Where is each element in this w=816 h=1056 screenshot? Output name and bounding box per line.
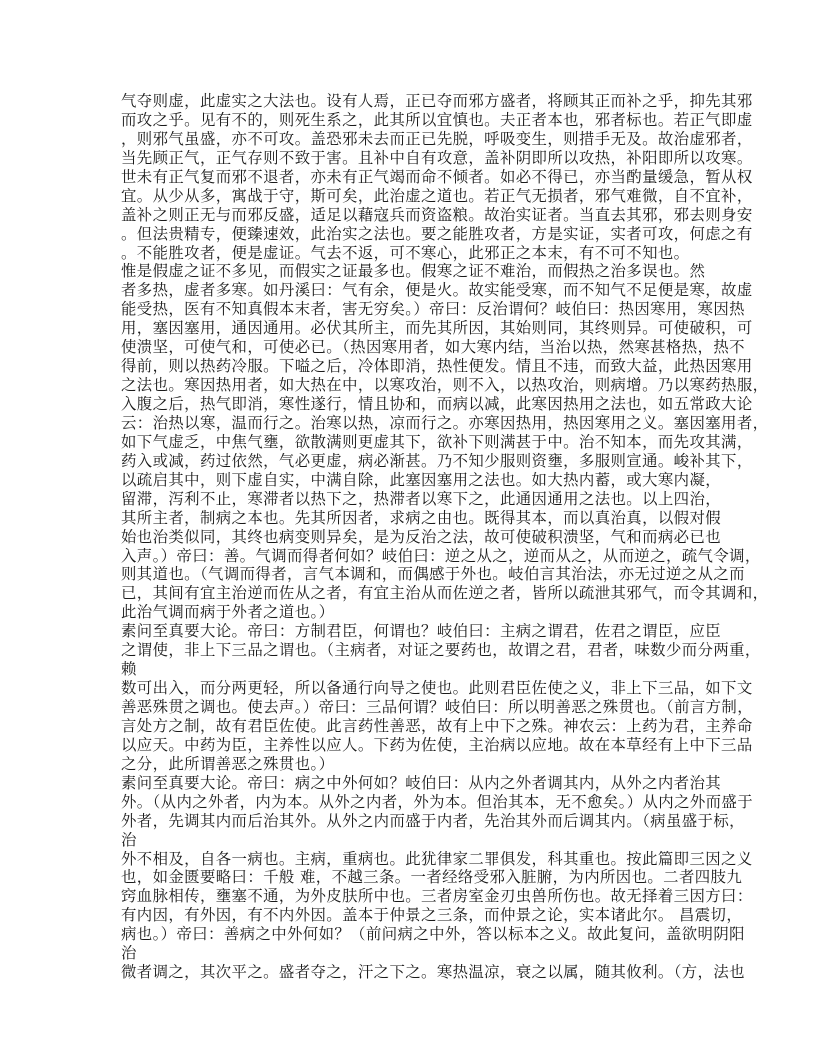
text-line: 病也。）帝曰：善病之中外何如？（前问病之中外，答以标本之义。故此复问，盖欲明阴阳	[121, 925, 745, 944]
document-page	[121, 92, 769, 982]
text-line: 盖补之则正无与而邪反盛，适足以藉寇兵而资盗粮。故治实证者。当直去其邪，邪去则身安	[121, 205, 753, 224]
text-line: 治	[121, 944, 137, 963]
text-line: 惟是假虚之证不多见，而假实之证最多也。假寒之证不难治，而假热之治多误也。然	[121, 262, 706, 281]
text-line: 有内因，有外因，有不内外因。盖本于仲景之三条，而仲景之论，实本诸此尔。 昌震切，	[121, 906, 743, 925]
text-line: 已，其间有宜主治逆而佐从之者，有宜主治从而佐逆之者，皆所以疏泄其邪气，而令其调和，	[121, 584, 769, 603]
text-line: 得前，则以热药冷服。下嗌之后，冷体即消，热性便发。情且不违，而致大益，此热因寒用	[121, 357, 753, 376]
text-line: 则其道也。（气调而得者，言气本调和，而偶感于外也。岐伯言其治法，亦无过逆之从之而	[121, 565, 745, 584]
text-line: 赖	[121, 660, 137, 679]
text-line: 治	[121, 830, 137, 849]
text-line: 外不相及，自各一病也。主病，重病也。此犹律家二罪俱发，科其重也。按此篇即三因之义	[121, 849, 753, 868]
text-line: 之法也。寒因热用者，如大热在中，以寒攻治，则不入，以热攻治，则病增。乃以寒药热服，	[121, 376, 769, 395]
text-line: 而攻之乎。见有不的，则死生系之，此其所以宜慎也。夫正者本也，邪者标也。若正气即虚	[121, 110, 753, 129]
text-line: 入声。）帝曰：善。气调而得者何如？岐伯曰：逆之从之，逆而从之，从而逆之，疏气令调，	[121, 546, 761, 565]
text-line: 其所主者，制病之本也。先其所因者，求病之由也。既得其本，而以真治真，以假对假	[121, 508, 722, 527]
text-line: 世未有正气复而邪不退者，亦未有正气竭而命不倾者。如必不得已，亦当酌量缓急，暂从权	[121, 167, 753, 186]
text-line: 数可出入，而分两更轻，所以备通行向导之使也。此则君臣佐使之义，非上下三品，如下文	[121, 679, 753, 698]
text-line: 此治气调而病于外者之道也。）	[121, 603, 335, 622]
text-line: 能受热，医有不知真假本末者，害无穷矣。）帝曰：反治谓何？岐伯曰：热因寒用，寒因热	[121, 300, 745, 319]
text-line: 宜。从少从多，寓战于守，斯可矣，此治虚之道也。若正气无损者，邪气难微，自不宜补，	[121, 186, 753, 205]
text-line: 使溃坚，可使气和，可使必已。（热因寒用者，如大寒内结，当治以热，然寒甚格热，热不	[121, 338, 745, 357]
text-line: 外者，先调其内而后治其外。从外之内而盛于内者，先治其外而后调其内。（病虽盛于标，	[121, 811, 745, 830]
text-line: 药入或减，药过依然，气必更虚，病必渐甚。乃不知少服则资壅，多服则宣通。峻补其下，	[121, 451, 753, 470]
text-line: ，则邪气虽盛，亦不可攻。盖恐邪未去而正已先脱，呼吸变生，则措手无及。故治虚邪者，	[121, 129, 753, 148]
text-line: 。但法贵精专，便臻速效，此治实之法也。要之能胜攻者，方是实证，实者可攻，何虑之有	[121, 224, 753, 243]
text-line: 。不能胜攻者，便是虚证。气去不返，可不寒心，此邪正之本末，有不可不知也。	[121, 243, 690, 262]
text-line: 云：治热以寒，温而行之。治寒以热，凉而行之。亦寒因热用，热因寒用之义。塞因塞用者，	[121, 413, 769, 432]
text-line: 善恶殊贯之调也。使去声。）帝曰：三品何谓？岐伯曰：所以明善恶之殊贯也。（前言方制，	[121, 698, 754, 716]
text-line: 者多热，虚者多寒。如丹溪曰：气有余，便是火。故实能受寒，而不知气不足便是寒，故虚	[121, 281, 753, 300]
text-line: 之谓使，非上下三品之谓也。（主病者，对证之要药也，故谓之君，君者，味数少而分两重，	[121, 641, 761, 660]
text-line: 微者调之，其次平之。盛者夺之，汗之下之。寒热温凉，衰之以属，随其攸利。（方，法也	[121, 963, 745, 982]
text-line: 如下气虚乏，中焦气壅，欲散满则更虚其下，欲补下则满甚于中。治不知本，而先攻其满，	[121, 432, 753, 451]
text-line: 言处方之制，故有君臣佐使。此言药性善恶，故有上中下之殊。神农云：上药为君，主养命	[121, 716, 753, 735]
text-line: 当先顾正气，正气存则不致于害。且补中自有攻意，盖补阴即所以攻热，补阳即所以攻寒。	[121, 148, 753, 167]
text-line: 气夺则虚，此虚实之大法也。设有人焉，正已夺而邪方盛者，将顾其正而补之乎，抑先其邪	[121, 92, 753, 110]
text-line: 入腹之后，热气即消，寒性遂行，情且协和，而病以减，此寒因热用之法也，如五常政大论	[121, 395, 753, 413]
text-line: 素问至真要大论。帝曰：病之中外何如？岐伯曰：从内之外者调其内，从外之内者治其	[121, 773, 722, 792]
text-line: 也，如金匮要略曰：千般 难，不越三条。一者经络受邪入脏腑，为内所因也。二者四肢九	[121, 868, 743, 887]
text-line: 以疏启其中，则下虚自实，中满自除，此塞因塞用之法也。如大热内蓄，或大寒内凝，	[121, 470, 722, 489]
text-line: 留滞，泻利不止，寒滞者以热下之，热滞者以寒下之，此通因通用之法也。以上四治，	[121, 489, 722, 508]
text-line: 始也治类似同，其终也病变则异矣，是为反治之法，故可使破积溃坚，气和而病必已也	[121, 527, 722, 546]
text-line: 外。（从内之外者，内为本。从外之内者，外为本。但治其本，无不愈矣。）从内之外而盛于	[121, 792, 754, 811]
text-line: 以应天。中药为臣，主养性以应人。下药为佐使，主治病以应地。故在本草经有上中下三品	[121, 735, 753, 754]
text-line: 素问至真要大论。帝曰：方制君臣，何谓也？岐伯曰：主病之谓君，佐君之谓臣，应臣	[121, 622, 722, 641]
text-line: 窍血脉相传，壅塞不通，为外皮肤所中也。三者房室金刃虫兽所伤也。故无择着三因方曰：	[121, 887, 753, 906]
text-line: 之分，此所谓善恶之殊贯也。）	[121, 754, 335, 773]
text-line: 用，塞因塞用，通因通用。必伏其所主，而先其所因，其始则同，其终则异。可使破积，可	[121, 319, 753, 338]
